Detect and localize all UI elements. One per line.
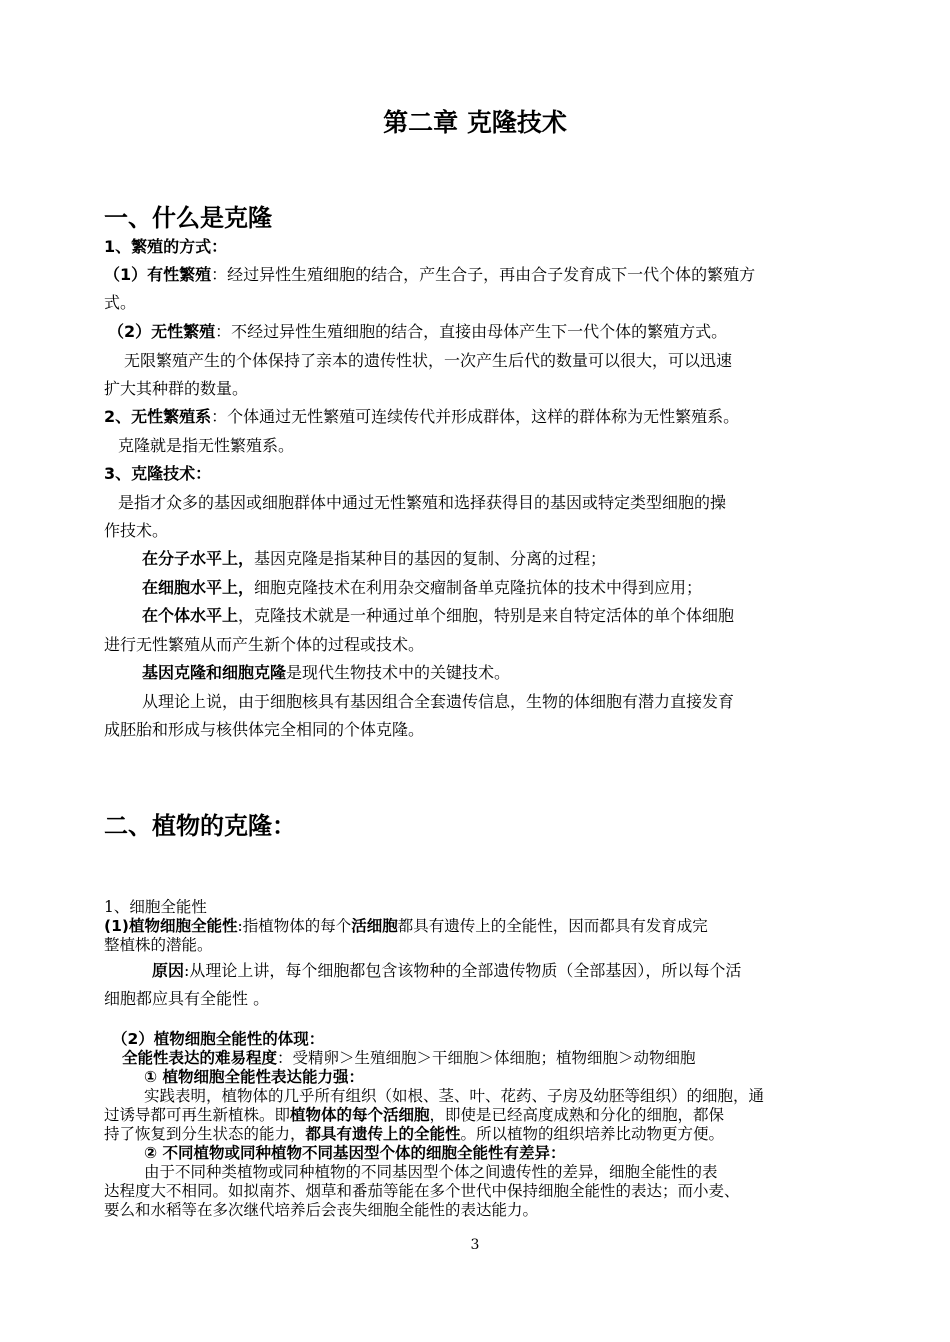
label: (1)植物细胞全能性	[104, 917, 238, 935]
label: 基因克隆和细胞克隆	[142, 663, 287, 682]
text: 持了恢复到分生状态的能力，	[104, 1125, 306, 1143]
text: 是现代生物技术中的关键技术。	[286, 663, 511, 682]
chapter-title: 第二章 克隆技术	[383, 108, 567, 137]
para-clone-line	[104, 406, 739, 428]
heading-totipotency: 1、细胞全能性	[104, 898, 207, 916]
para-reason	[152, 960, 741, 982]
para-infinite-reproduction: 无限繁殖产生的个体保持了亲本的遗传性状，一次产生后代的数量可以很大，可以迅速	[124, 351, 733, 370]
text: 基因克隆是指某种目的基因的复制、分离的过程；	[254, 549, 607, 568]
bold-text: 植物体的每个活细胞	[290, 1106, 430, 1124]
para-individual-level	[142, 605, 734, 627]
text: 细胞克隆技术在利用杂交瘤制备单克隆抗体的技术中得到应用；	[254, 578, 703, 597]
label: 2、无性繁殖系	[104, 407, 212, 426]
section-1-title: 一、什么是克隆	[104, 204, 272, 232]
para-clone-tech-cont: 作技术。	[104, 521, 169, 540]
para-practice-cont1	[104, 1106, 724, 1125]
para-sexual-reproduction-cont: 式。	[104, 293, 137, 312]
text: 都具有遗传上的全能性，因而都具有发育成完	[397, 917, 708, 935]
text: ：个体通过无性繁殖可连续传代并形成群体，这样的群体称为无性繁殖系。	[211, 407, 740, 426]
bold-text: 活细胞	[351, 917, 398, 935]
para-key-tech	[142, 662, 510, 684]
label: 全能性表达的难易程度	[122, 1049, 278, 1067]
para-difference: 由于不同种类植物或同种植物的不同基因型个体之间遗传性的差异，细胞全能性的表	[144, 1163, 718, 1181]
label: 原因	[152, 961, 185, 980]
para-plant-totipotency-cont: 整植株的潜能。	[104, 936, 213, 954]
para-practice: 实践表明，植物体的几乎所有组织（如根、茎、叶、花药、子房及幼胚等组织）的细胞，通	[144, 1087, 765, 1105]
label: 在分子水平上，	[142, 549, 255, 568]
para-theory: 从理论上说，由于细胞核具有基因组合全套遗传信息，生物的体细胞有潜力直接发育	[142, 692, 735, 711]
para-theory-cont: 成胚胎和形成与核供体完全相同的个体克隆。	[104, 720, 425, 739]
label: （1）有性繁殖	[104, 265, 212, 284]
para-sexual-reproduction	[104, 264, 755, 286]
bold-text: 都具有遗传上的全能性	[305, 1125, 461, 1143]
para-asexual-reproduction	[108, 321, 727, 343]
text: ，克隆技术就是一种通过单个细胞，特别是来自特定活体的单个体细胞	[238, 606, 735, 625]
para-individual-level-cont: 进行无性繁殖从而产生新个体的过程或技术。	[104, 635, 425, 654]
heading-difference: ② 不同植物或同种植物不同基因型个体的细胞全能性有差异：	[144, 1144, 566, 1162]
heading-strong-expression: ① 植物细胞全能性表达能力强：	[144, 1068, 365, 1086]
para-cellular-level	[142, 577, 702, 599]
section-2-title: 二、植物的克隆：	[104, 812, 296, 840]
text: ：经过异性生殖细胞的结合，产生合子，再由合子发育成下一代个体的繁殖方	[211, 265, 756, 284]
label: 在个体水平上	[142, 606, 239, 625]
para-reason-cont: 细胞都应具有全能性 。	[104, 989, 270, 1008]
para-infinite-reproduction-cont: 扩大其种群的数量。	[104, 379, 249, 398]
heading-totipotency-expression: （2）植物细胞全能性的体现：	[112, 1030, 325, 1048]
text: 过诱导都可再生新植株。即	[104, 1106, 291, 1124]
text: 。所以植物的组织培养比动物更方便。	[460, 1125, 725, 1143]
heading-reproduction-modes: 1、繁殖的方式：	[104, 237, 228, 256]
text: ，即使是已经高度成熟和分化的细胞，都保	[429, 1106, 725, 1124]
text: :指植物体的每个	[237, 917, 352, 935]
para-difference-cont1: 达程度大不相同。如拟南芥、烟草和番茄等能在多个世代中保持细胞全能性的表达；而小麦、	[104, 1182, 740, 1200]
para-molecular-level	[142, 548, 606, 570]
para-difference-cont2: 要么和水稻等在多次继代培养后会丧失细胞全能性的表达能力。	[104, 1201, 539, 1219]
page-number: 3	[470, 1237, 480, 1253]
label: 在细胞水平上，	[142, 578, 255, 597]
text: :从理论上讲，每个细胞都包含该物种的全部遗传物质（全部基因），所以每个活	[184, 961, 742, 980]
para-clone-definition: 克隆就是指无性繁殖系。	[118, 436, 295, 455]
heading-clone-technology: 3、克隆技术：	[104, 464, 212, 483]
para-practice-cont2	[104, 1125, 724, 1144]
para-clone-tech: 是指才众多的基因或细胞群体中通过无性繁殖和选择获得目的基因或特定类型细胞的操	[118, 493, 727, 512]
text: ：受精卵＞生殖细胞＞干细胞＞体细胞；植物细胞＞动物细胞	[277, 1049, 696, 1067]
para-difficulty	[122, 1049, 696, 1068]
para-plant-totipotency	[104, 917, 708, 936]
label: （2）无性繁殖	[108, 322, 216, 341]
text: ：不经过异性生殖细胞的结合，直接由母体产生下一代个体的繁殖方式。	[215, 322, 728, 341]
